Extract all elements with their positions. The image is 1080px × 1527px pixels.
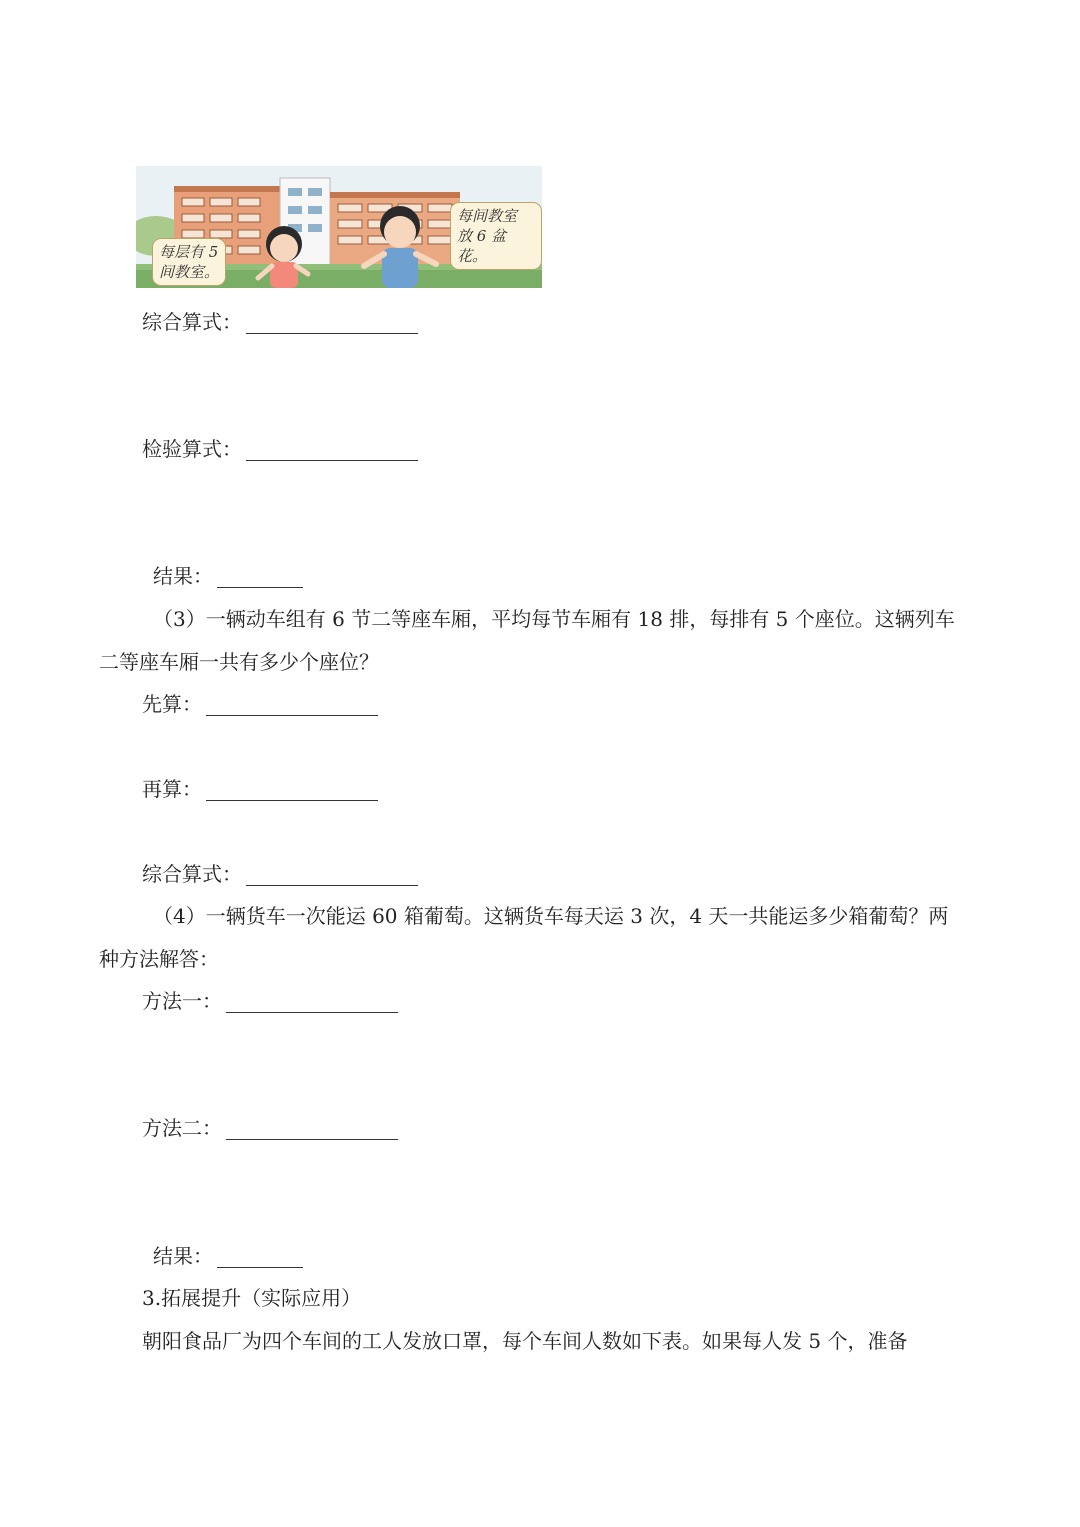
jianyan-row (142, 437, 418, 461)
q3-text-line1: （3）一辆动车组有 6 节二等座车厢，平均每节车厢有 18 排，每排有 5 个座位。这辆列车 (153, 607, 955, 631)
method2-label: 方法二： (142, 1116, 222, 1140)
zonghe-answer-blank-q3[interactable] (246, 863, 418, 886)
q3-text-line2: 二等座车厢一共有多少个座位？ (99, 650, 379, 674)
zonghe-label: 综合算式： (142, 310, 242, 334)
zaisuan-answer-blank[interactable] (206, 778, 378, 801)
result-answer-blank[interactable] (217, 565, 303, 588)
zonghe-row (142, 310, 418, 334)
result-label-q4: 结果： (153, 1244, 213, 1268)
method2-row (142, 1116, 398, 1140)
zonghe-answer-blank[interactable] (246, 311, 418, 334)
school-illustration (136, 166, 542, 288)
method1-answer-blank[interactable] (226, 990, 398, 1013)
jianyan-answer-blank[interactable] (246, 438, 418, 461)
zonghe-row-q3 (142, 862, 418, 886)
method1-row (142, 989, 398, 1013)
result-row-q2 (153, 564, 303, 588)
result-label: 结果： (153, 564, 213, 588)
xiansuan-answer-blank[interactable] (206, 693, 378, 716)
zonghe-label-q3: 综合算式： (142, 862, 242, 886)
xiansuan-row (142, 692, 378, 716)
method2-answer-blank[interactable] (226, 1117, 398, 1140)
jianyan-label: 检验算式： (142, 437, 242, 461)
speech-bubble-left: 每层有 5 间教室。 (152, 238, 226, 286)
method1-label: 方法一： (142, 989, 222, 1013)
xiansuan-label: 先算： (142, 692, 202, 716)
result-row-q4 (153, 1244, 303, 1268)
speech-bubble-right: 每间教室 放 6 盆花。 (450, 202, 542, 270)
zaisuan-row (142, 777, 378, 801)
section3-text: 朝阳食品厂为四个车间的工人发放口罩，每个车间人数如下表。如果每人发 5 个，准备 (142, 1329, 908, 1353)
section3-heading: 3.拓展提升（实际应用） (142, 1286, 362, 1310)
q4-text-line1: （4）一辆货车一次能运 60 箱葡萄。这辆货车每天运 3 次，4 天一共能运多少箱葡萄？两 (153, 904, 949, 928)
zaisuan-label: 再算： (142, 777, 202, 801)
q4-text-line2: 种方法解答： (99, 947, 219, 971)
result-answer-blank-q4[interactable] (217, 1245, 303, 1268)
